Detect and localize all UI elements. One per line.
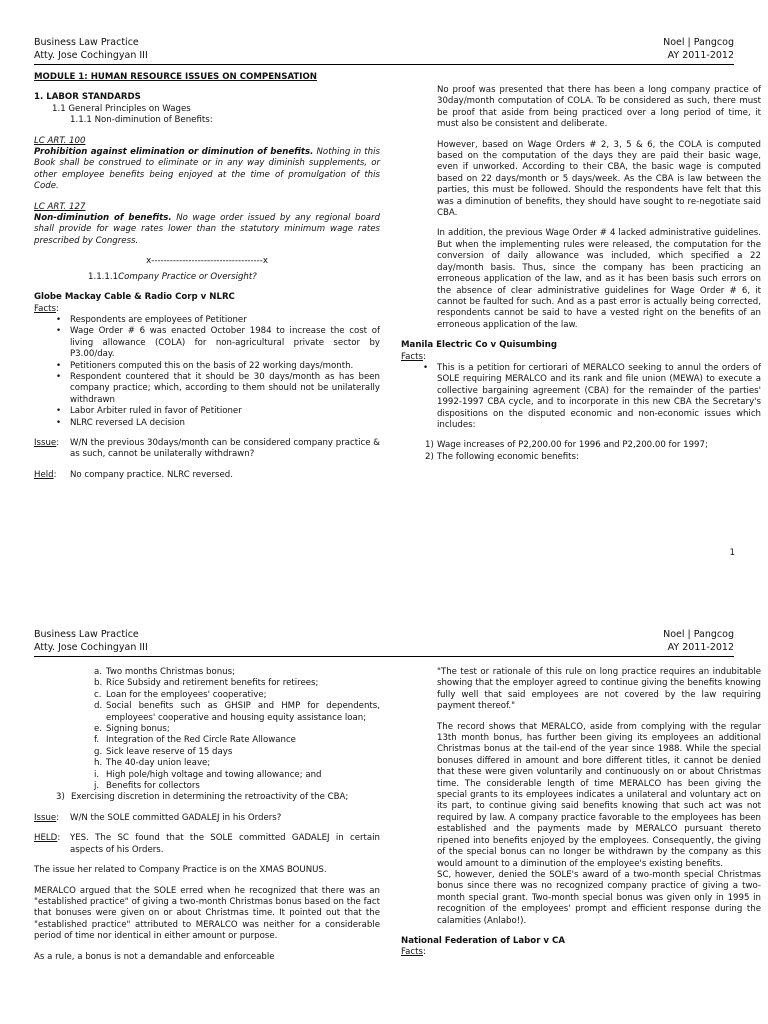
list-item: i. High pole/high voltage and towing allowance; and xyxy=(94,769,322,780)
facts-label: Facts: xyxy=(401,351,426,362)
instructor-name: Atty. Jose Cochingyan III xyxy=(34,642,148,653)
case-title: Manila Electric Co v Quisumbing xyxy=(401,340,557,351)
page-number: 1 xyxy=(729,548,735,558)
case-title: Globe Mackay Cable & Radio Corp v NLRC xyxy=(34,292,235,303)
list-item: 2) The following economic benefits: xyxy=(425,451,579,462)
list-item: • Labor Arbiter ruled in favor of Petitioner xyxy=(34,406,380,417)
list-item: • Respondents are employees of Petitioner xyxy=(34,315,380,326)
list-item: • This is a petition for certiorari of MERALCO seeking to annul the orders of SOLE requiring MERALCO and its rank and file union (MEWA) to execute a collective bargaining agreement (CBA) for the remainder of the parties' 1992-1997 CBA cycle, and to incorporate in this new CBA the Secretary's dispositions on the disputed economic and non-economic issues which includes: xyxy=(401,363,761,431)
held-block: HELD: YES. The SC found that the SOLE committed GADALEJ in certain aspects of his Orders. xyxy=(34,833,380,855)
subsubsection-heading: 1.1.1 Non-diminution of Benefits: xyxy=(70,115,213,126)
paragraph: No proof was presented that there has been a long company practice of 30day/month computation of COLA. To be considered as such, there must be proof that aside from being practiced over a long period of time, it must also be consistent and deliberate. xyxy=(437,85,761,130)
paragraph: The issue her related to Company Practice is on the XMAS BOUNUS. xyxy=(34,865,327,876)
subsection-heading: 1.1 General Principles on Wages xyxy=(52,103,191,114)
section-heading: 1. LABOR STANDARDS xyxy=(34,92,141,103)
issue-block: Issue: W/N the SOLE committed GADALEJ in his Orders? xyxy=(34,812,282,823)
page-header xyxy=(34,36,734,65)
course-title: Business Law Practice xyxy=(34,629,139,640)
held-block: Held: No company practice. NLRC reversed. xyxy=(34,469,233,480)
paragraph: In addition, the previous Wage Order # 4 lacked administrative guidelines. But when the implementing rules were released, the computation for the conversion of daily allowance was included, which specified a 22 day/month basis. Thus, since the company has been practicing an erroneous application of the law, and as it has been basis such errors on the absence of clear administrative guidelines for Wage Order # 6, it cannot be faulted for such. And as a past error is actually being corrected, respondents cannot be said to have a vested right on the benefits of an erroneous application of the law. xyxy=(437,228,761,330)
facts-label: Facts: xyxy=(401,947,426,958)
paragraph: The record shows that MERALCO, aside from complying with the regular 13th month bonus, has further been giving its employees an additional Christmas bonus at the tail-end of the year since 1988. While the special bonuses differed in amount and bore different titles, it cannot be denied that these were given voluntarily and continuously on or about Christmas time. The considerable length of time MERALCO has been giving the special grants to its employees indicates a unilateral and voluntary act on its part, to continue giving said benefits knowing that such act was not required by law. A company practice favorable to the employees has been established and the payments made by MERALCO pursuant thereto ripened into benefits enjoyed by the employees. Consequently, the giving of the special bonus can no longer be withdrawn by the company as this would amount to a diminution of the employee's existing benefits. xyxy=(437,721,761,869)
numbered-list xyxy=(401,440,761,463)
list-item: d. Social benefits such as GHSIP and HMP for dependents, employees' cooperative and housing equity assistance loan; xyxy=(94,701,380,723)
paragraph: SC, however, denied the SOLE's award of a two-month special Christmas bonus since there was no recognized company practice of giving a two-month special grant. Two-month special bonus was given only in 1995 in recognition of the employees' prompt and efficient response during the calamities (Anlabo!). xyxy=(437,869,761,926)
module-title: MODULE 1: HUMAN RESOURCE ISSUES ON COMPENSATION xyxy=(34,72,317,82)
left-column xyxy=(34,72,380,481)
list-item: j. Benefits for collectors xyxy=(94,781,200,792)
article-label: LC ART. 127 xyxy=(34,201,86,212)
list-item: a. Two months Christmas bonus; xyxy=(94,667,235,677)
facts-list xyxy=(401,363,761,431)
list-item: f. Integration of the Red Circle Rate Allowance xyxy=(94,735,296,746)
right-column xyxy=(401,85,761,463)
right-column xyxy=(401,667,761,959)
paragraph: MERALCO argued that the SOLE erred when he recognized that there was an "established practice" of giving a two-month Christmas bonus based on the fact that bonuses were given on or about Christmas time. It pointed out that the "established practice" attributed to MERALCO was neither for a considerable period of time nor identical in either amount or purpose. xyxy=(34,885,380,942)
list-item: • Petitioners computed this on the basis of 22 working days/month. xyxy=(34,361,380,372)
section-divider: x------------------------------------x xyxy=(146,256,268,267)
list-item: e. Signing bonus; xyxy=(94,724,170,735)
page-header xyxy=(34,628,734,657)
list-item: h. The 40-day union leave; xyxy=(94,758,211,769)
quotation: "The test or rationale of this rule on long practice requires an indubitable showing that the employer agreed to continue giving the benefits knowing fully well that said employees are not covered by the law requiring payment thereof." xyxy=(437,667,761,712)
issue-block: Issue: W/N the previous 30days/month can be considered company practice & as such, cannot be unilaterally withdrawn? xyxy=(34,437,380,460)
page-gap xyxy=(0,582,768,600)
list-item: • Respondent countered that it should be 30 days/month as has been company practice; which, according to them should not be unilaterally withdrawn xyxy=(34,372,380,406)
article-label: LC ART. 100 xyxy=(34,135,86,146)
instructor-name: Atty. Jose Cochingyan III xyxy=(34,50,148,61)
list-item: • Wage Order # 6 was enacted October 1984 to increase the cost of living allowance (COLA) for non-agricultural private sector by P3.00/day. xyxy=(34,326,380,360)
list-item: 1) Wage increases of P2,200.00 for 1996 and P2,200.00 for 1997; xyxy=(425,440,708,451)
facts-list xyxy=(34,315,380,429)
list-item: 3) Exercising discretion in determining the retroactivity of the CBA; xyxy=(56,792,349,803)
case-title: National Federation of Labor v CA xyxy=(401,935,565,946)
article-text: Non-diminution of benefits. No wage order issued by any regional board shall provide for wage rates lower than the statutory minimum wage rates prescribed by Congress. xyxy=(34,213,380,246)
list-item: g. Sick leave reserve of 15 days xyxy=(94,746,233,757)
academic-year: AY 2011-2012 xyxy=(667,642,734,653)
subsubsubsection-heading: 1.1.1.1Company Practice or Oversight? xyxy=(88,271,257,282)
benefits-list xyxy=(70,667,380,792)
author-name: Noel | Pangcog xyxy=(663,629,734,640)
document-page-2 xyxy=(0,600,768,1024)
facts-label: Facts: xyxy=(34,303,59,314)
article-text: Prohibition against elimination or diminution of benefits. Nothing in this Book shall be construed to eliminate or in any way diminish supplements, or other employee benefits being enjoyed at the time of promulgation of this Code. xyxy=(34,147,380,192)
paragraph: As a rule, a bonus is not a demandable and enforceable xyxy=(34,951,275,962)
left-column xyxy=(34,667,380,963)
list-item: b. Rice Subsidy and retirement benefits for retirees; xyxy=(94,678,319,689)
paragraph: However, based on Wage Orders # 2, 3, 5 & 6, the COLA is computed based on the computation of the days they are paid their basic wage, even if unworked. According to their CBA, the basic wage is computed based on 22 days/month or 5 days/week. As the CBA is law between the parties, this must be followed. Should the respondents have felt that this was a diminution of benefits, they should have sought to re-negotiate said CBA. xyxy=(437,139,761,219)
course-title: Business Law Practice xyxy=(34,37,139,48)
academic-year: AY 2011-2012 xyxy=(667,50,734,61)
list-item: • NLRC reversed LA decision xyxy=(34,418,380,429)
list-item: c. Loan for the employees' cooperative; xyxy=(94,689,267,700)
author-name: Noel | Pangcog xyxy=(663,37,734,48)
numbered-list xyxy=(46,792,380,803)
